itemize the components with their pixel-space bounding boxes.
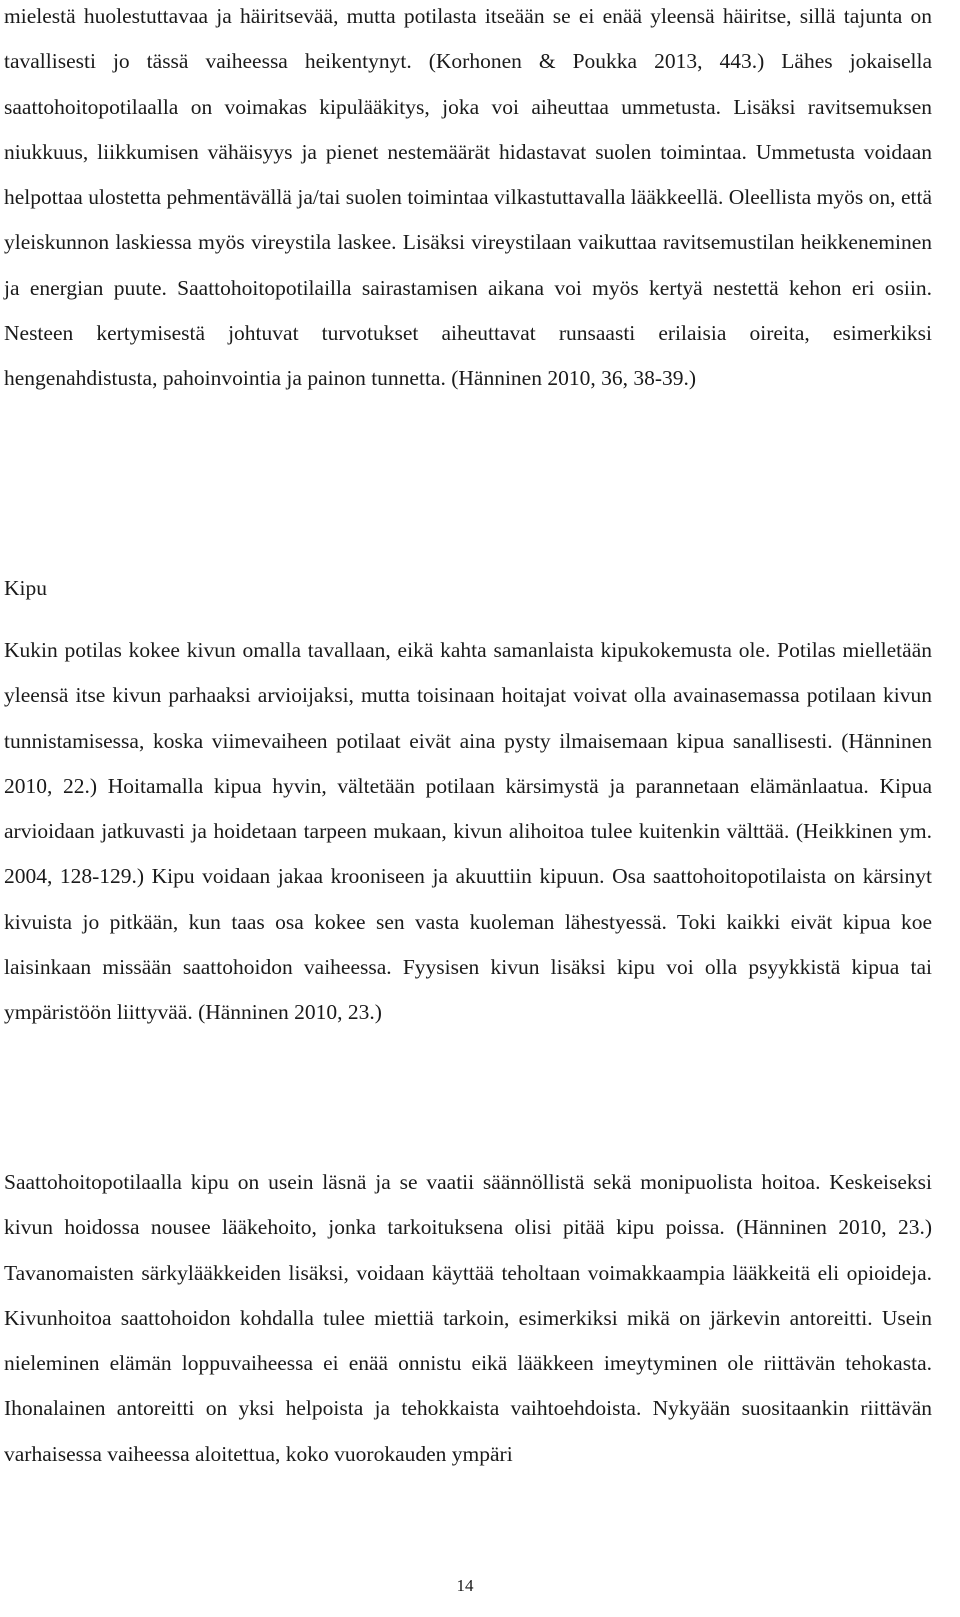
paragraph-pain-treatment: Saattohoitopotilaalla kipu on usein läsnä ja se vaatii säännöllistä sekä monipuolista hoitoa. Keskeiseksi kivun hoidossa nousee lääkehoito, jonka tarkoituksena olisi pitää kipu poissa. (Hänninen 2010, 23.) Tavanomaisten särkylääkkeiden lisäksi, voidaan käyttää teholtaan voimakkaampia lääkkeitä eli opioideja. Kivunhoitoa saattohoidon kohdalla tulee miettiä tarkoin, esimerkiksi mikä on järkevin antoreitti. Usein nieleminen elämän loppuvaiheessa ei enää onnistu eikä lääkkeen imeytyminen ole riittävän tehokasta. Ihonalainen antoreitti on yksi helpoista ja tehokkaista vaihtoehdoista. Nykyään suositaankin riittävän varhaisessa vaiheessa aloitettua, koko vuorokauden ympäri xyxy=(4,1170,932,1466)
paragraph-pain-experience: Kukin potilas kokee kivun omalla tavallaan, eikä kahta samanlaista kipukokemusta ole. Potilas mielletään yleensä itse kivun parhaaksi arvioijaksi, mutta toisinaan hoitajat voivat olla avainasemassa potilaan kivun tunnistamisessa, koska viimevaiheen potilaat eivät aina pysty ilmaisemaan kipua sanallisesti. (Hänninen 2010, 22.) Hoitamalla kipua hyvin, vältetään potilaan kärsimystä ja parannetaan elämänlaatua. Kipua arvioidaan jatkuvasti ja hoidetaan tarpeen mukaan, kivun alihoitoa tulee kuitenkin välttää. (Heikkinen ym. 2004, 128-129.) Kipu voidaan jakaa krooniseen ja akuuttiin kipuun. Osa saattohoitopotilaista on kärsinyt kivuista jo pitkään, kun taas osa kokee sen vasta kuoleman lähestyessä. Toki kaikki eivät kipua koe laisinkaan missään saattohoidon vaiheessa. Fyysisen kivun lisäksi kipu voi olla psyykkistä kipua tai ympäristöön liittyvää. (Hänninen 2010, 23.) xyxy=(4,638,932,1025)
paragraph-symptoms: mielestä huolestuttavaa ja häiritsevää, mutta potilasta itseään se ei enää yleensä häiritse, sillä tajunta on tavallisesti jo tässä vaiheessa heikentynyt. (Korhonen & Poukka 2013, 443.) Lähes jokaisella saattohoitopotilaalla on voimakas kipulääkitys, joka voi aiheuttaa ummetusta. Lisäksi ravitsemuksen niukkuus, liikkumisen vähäisyys ja pienet nestemäärät hidastavat suolen toimintaa. Ummetusta voidaan helpottaa ulostetta pehmentävällä ja/tai suolen toimintaa vilkastuttavalla lääkkeellä. Oleellista myös on, että yleiskunnon laskiessa myös vireystila laskee. Lisäksi vireystilaan vaikuttaa ravitsemustilan heikkeneminen ja energian puute. Saattohoitopotilailla sairastamisen aikana voi myös kertyä nestettä kehon eri osiin. Nesteen kertymisestä johtuvat turvotukset aiheuttavat runsaasti erilaisia oireita, esimerkiksi hengenahdistusta, pahoinvointia ja painon tunnetta. (Hänninen 2010, 36, 38-39.) xyxy=(4,4,932,391)
page-number: 14 xyxy=(456,1576,474,1595)
section-heading-kipu: Kipu xyxy=(4,576,47,600)
